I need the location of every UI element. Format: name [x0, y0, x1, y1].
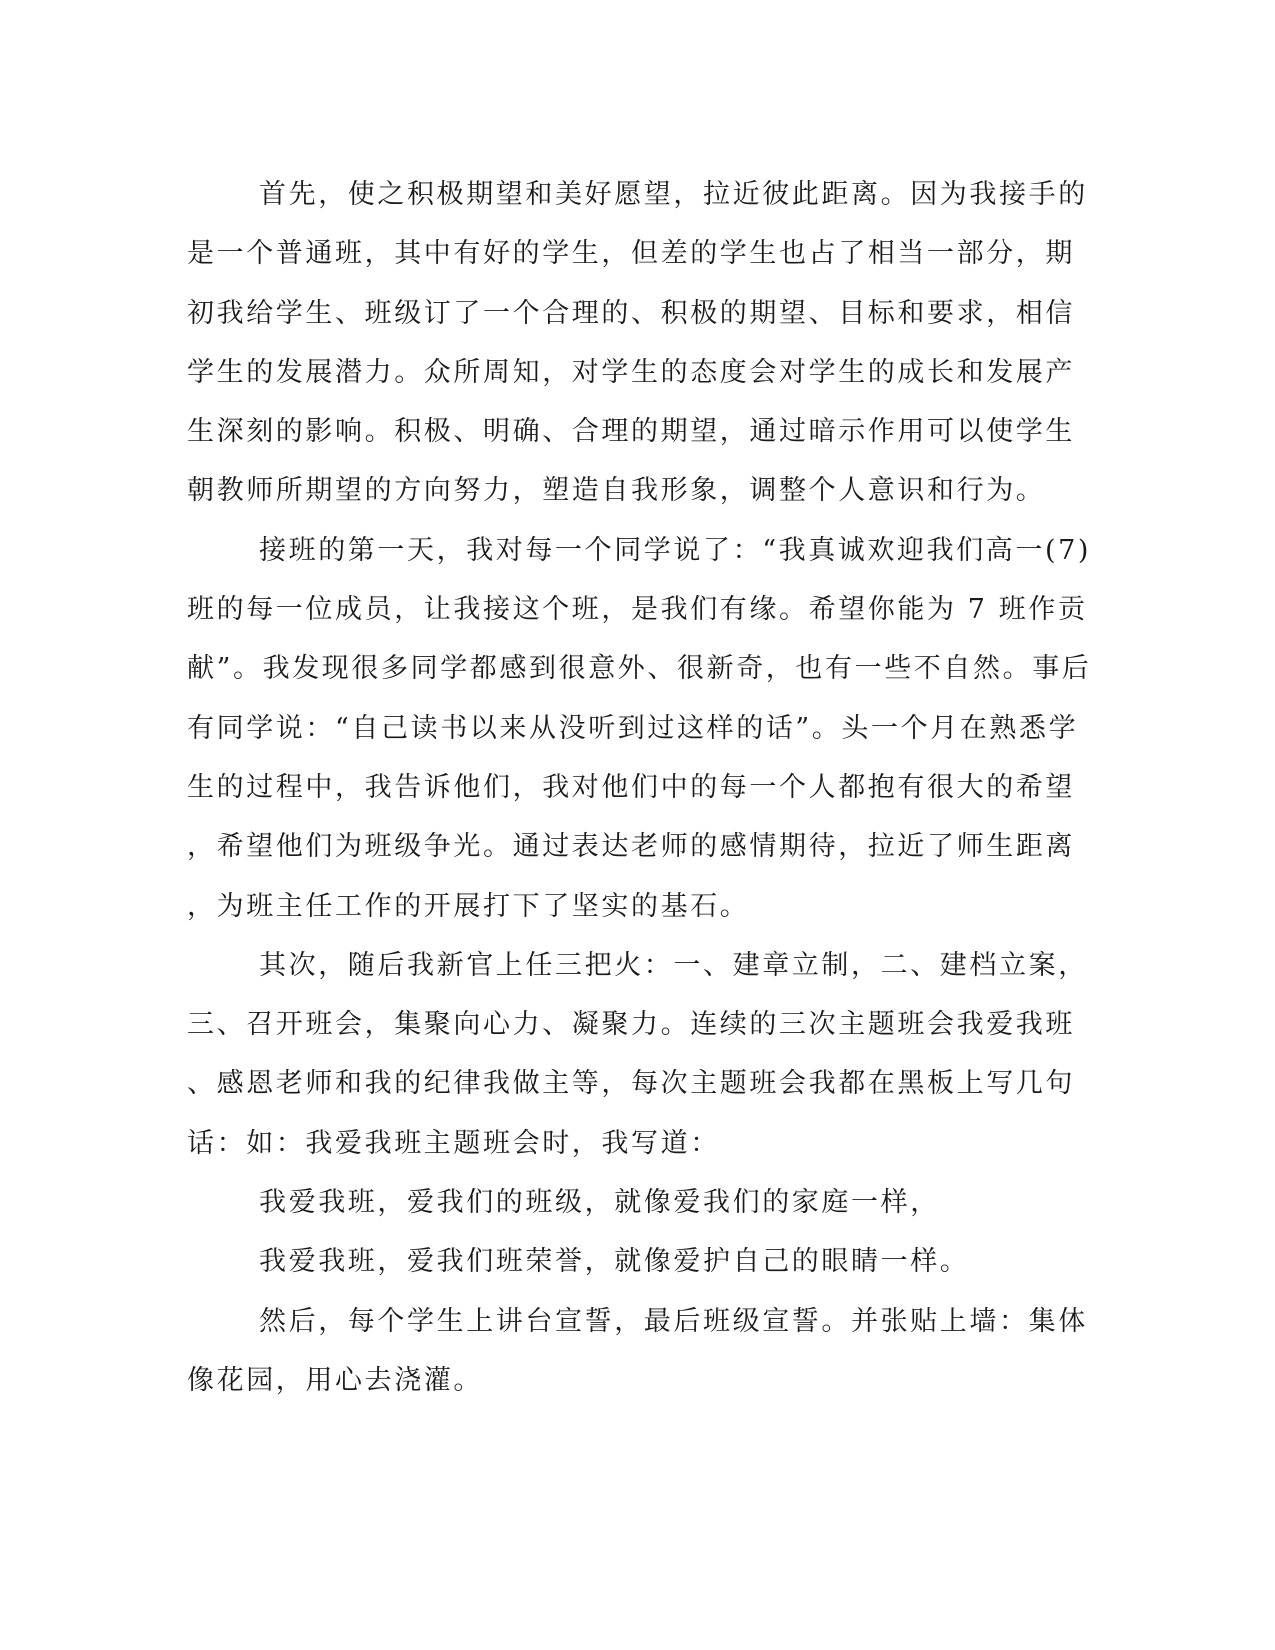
- text-line: 学生的发展潜力。众所周知，对学生的态度会对学生的成长和发展产: [187, 356, 1075, 388]
- text-line: ，为班主任工作的开展打下了坚实的基石。: [187, 890, 750, 922]
- text-line: 生深刻的影响。积极、明确、合理的期望，通过暗示作用可以使学生: [187, 416, 1075, 448]
- text-line: 话：如：我爱我班主题班会时，我写道：: [187, 1127, 720, 1159]
- text-line: ，希望他们为班级争光。通过表达老师的感情期待，拉近了师生距离: [187, 831, 1075, 863]
- text-line: 初我给学生、班级订了一个合理的、积极的期望、目标和要求，相信: [187, 297, 1075, 329]
- text-line: 生的过程中，我告诉他们，我对他们中的每一个人都抱有很大的希望: [187, 771, 1075, 803]
- body-text: [187, 165, 1092, 1410]
- text-line: 像花园，用心去浇灌。: [187, 1364, 483, 1396]
- text-line: 接班的第一天，我对每一个同学说了：“我真诚欢迎我们高一(7): [259, 534, 1092, 566]
- text-line: 献”。我发现很多同学都感到很意外、很新奇，也有一些不自然。事后: [187, 653, 1092, 685]
- text-line: 有同学说：“自己读书以来从没听到过这样的话”。头一个月在熟悉学: [187, 712, 1079, 744]
- text-line: 然后，每个学生上讲台宣誓，最后班级宣誓。并张贴上墙：集体: [259, 1305, 1088, 1337]
- text-line: 我爱我班，爱我们的班级，就像爱我们的家庭一样，: [259, 1187, 940, 1219]
- text-line: 是一个普通班，其中有好的学生，但差的学生也占了相当一部分，期: [187, 238, 1075, 270]
- text-line: 班的每一位成员，让我接这个班，是我们有缘。希望你能为 7 班作贡: [187, 594, 1088, 626]
- text-line: 、感恩老师和我的纪律我做主等，每次主题班会我都在黑板上写几句: [187, 1068, 1075, 1100]
- text-line: 三、召开班会，集聚向心力、凝聚力。连续的三次主题班会我爱我班: [187, 1009, 1075, 1041]
- text-line: 朝教师所期望的方向努力，塑造自我形象，调整个人意识和行为。: [187, 475, 1046, 507]
- text-line: 我爱我班，爱我们班荣誉，就像爱护自己的眼睛一样。: [259, 1246, 970, 1278]
- text-line: 其次，随后我新官上任三把火：一、建章立制，二、建档立案，: [259, 949, 1088, 981]
- text-line: 首先，使之积极期望和美好愿望，拉近彼此距离。因为我接手的: [259, 179, 1088, 210]
